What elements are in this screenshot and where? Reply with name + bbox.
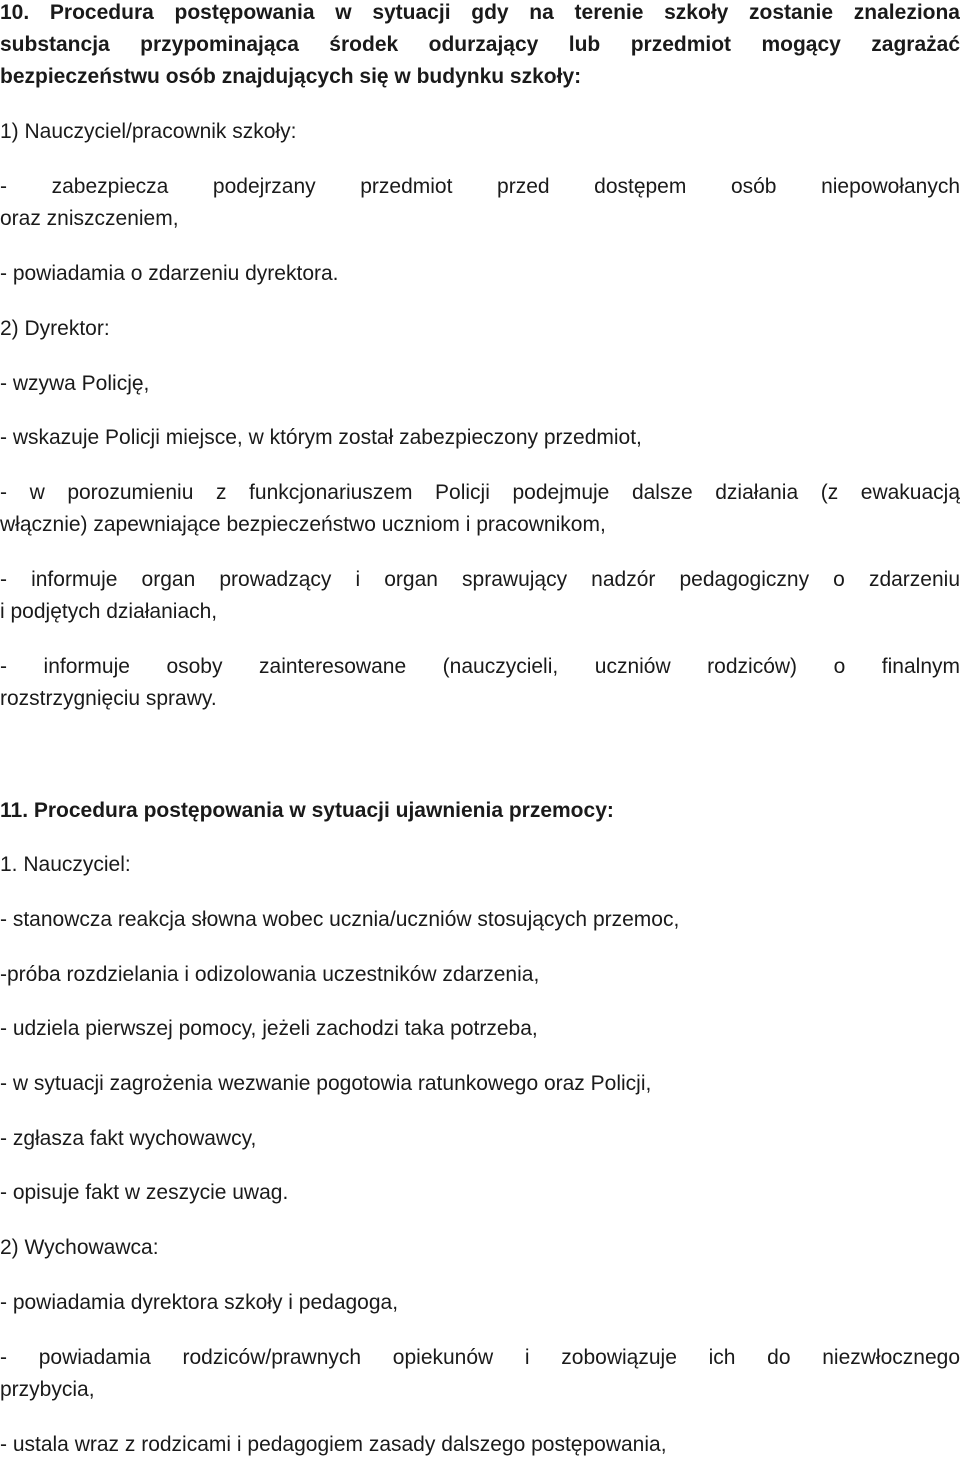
tutor-item-notify-parents-line1: - powiadamia rodziców/prawnych opiekunów i zobowiązuje ich do niezwłocznego	[0, 1346, 960, 1369]
director-item-inform-authority-line2: i podjętych działaniach,	[0, 600, 218, 623]
section11-teacher-item-emergency: - w sytuacji zagrożenia wezwanie pogotowia ratunkowego oraz Policji,	[0, 1072, 652, 1095]
director-item-call-police: - wzywa Policję,	[0, 372, 150, 395]
tutor-item-rules: - ustala wraz z rodzicami i pedagogiem zasady dalszego postępowania,	[0, 1433, 667, 1456]
director-item-inform-parties-line2: rozstrzygnięciu sprawy.	[0, 687, 217, 710]
section11-teacher-item-report-tutor: - zgłasza fakt wychowawcy,	[0, 1127, 257, 1150]
tutor-label: 2) Wychowawca:	[0, 1236, 159, 1259]
section10-heading-line3: bezpieczeństwu osób znajdujących się w budynku szkoły:	[0, 65, 582, 88]
teacher-item-secure-line2: oraz zniszczeniem,	[0, 207, 179, 230]
section11-teacher-item-reaction: - stanowcza reakcja słowna wobec ucznia/uczniów stosujących przemoc,	[0, 908, 680, 931]
section11-teacher-item-first-aid: - udziela pierwszej pomocy, jeżeli zachodzi taka potrzeba,	[0, 1017, 538, 1040]
director-item-further-actions-line2: włącznie) zapewniające bezpieczeństwo uczniom i pracownikom,	[0, 513, 606, 536]
section11-teacher-item-note: - opisuje fakt w zeszycie uwag.	[0, 1181, 289, 1204]
teacher-item-notify: - powiadamia o zdarzeniu dyrektora.	[0, 262, 339, 285]
teacher-worker-label: 1) Nauczyciel/pracownik szkoły:	[0, 120, 297, 143]
director-item-further-actions-line1: - w porozumieniu z funkcjonariuszem Policji podejmuje dalsze działania (z ewakuacją	[0, 481, 960, 504]
director-label: 2) Dyrektor:	[0, 317, 110, 340]
section11-teacher-label: 1. Nauczyciel:	[0, 853, 131, 876]
section10-heading-line1: 10. Procedura postępowania w sytuacji gdy na terenie szkoły zostanie znaleziona	[0, 1, 960, 24]
section11-heading: 11. Procedura postępowania w sytuacji ujawnienia przemocy:	[0, 799, 614, 822]
teacher-item-secure-line1: - zabezpiecza podejrzany przedmiot przed dostępem osób niepowołanych	[0, 175, 960, 198]
tutor-item-notify-parents-line2: przybycia,	[0, 1378, 95, 1401]
director-item-indicate-place: - wskazuje Policji miejsce, w którym został zabezpieczony przedmiot,	[0, 426, 642, 449]
director-item-inform-authority-line1: - informuje organ prowadzący i organ sprawujący nadzór pedagogiczny o zdarzeniu	[0, 568, 960, 591]
section11-teacher-item-separate: -próba rozdzielania i odizolowania uczestników zdarzenia,	[0, 963, 540, 986]
section10-heading-line2: substancja przypominająca środek odurzający lub przedmiot mogący zagrażać	[0, 33, 960, 56]
tutor-item-notify-director: - powiadamia dyrektora szkoły i pedagoga,	[0, 1291, 399, 1314]
director-item-inform-parties-line1: - informuje osoby zainteresowane (nauczycieli, uczniów rodziców) o finalnym	[0, 655, 960, 678]
